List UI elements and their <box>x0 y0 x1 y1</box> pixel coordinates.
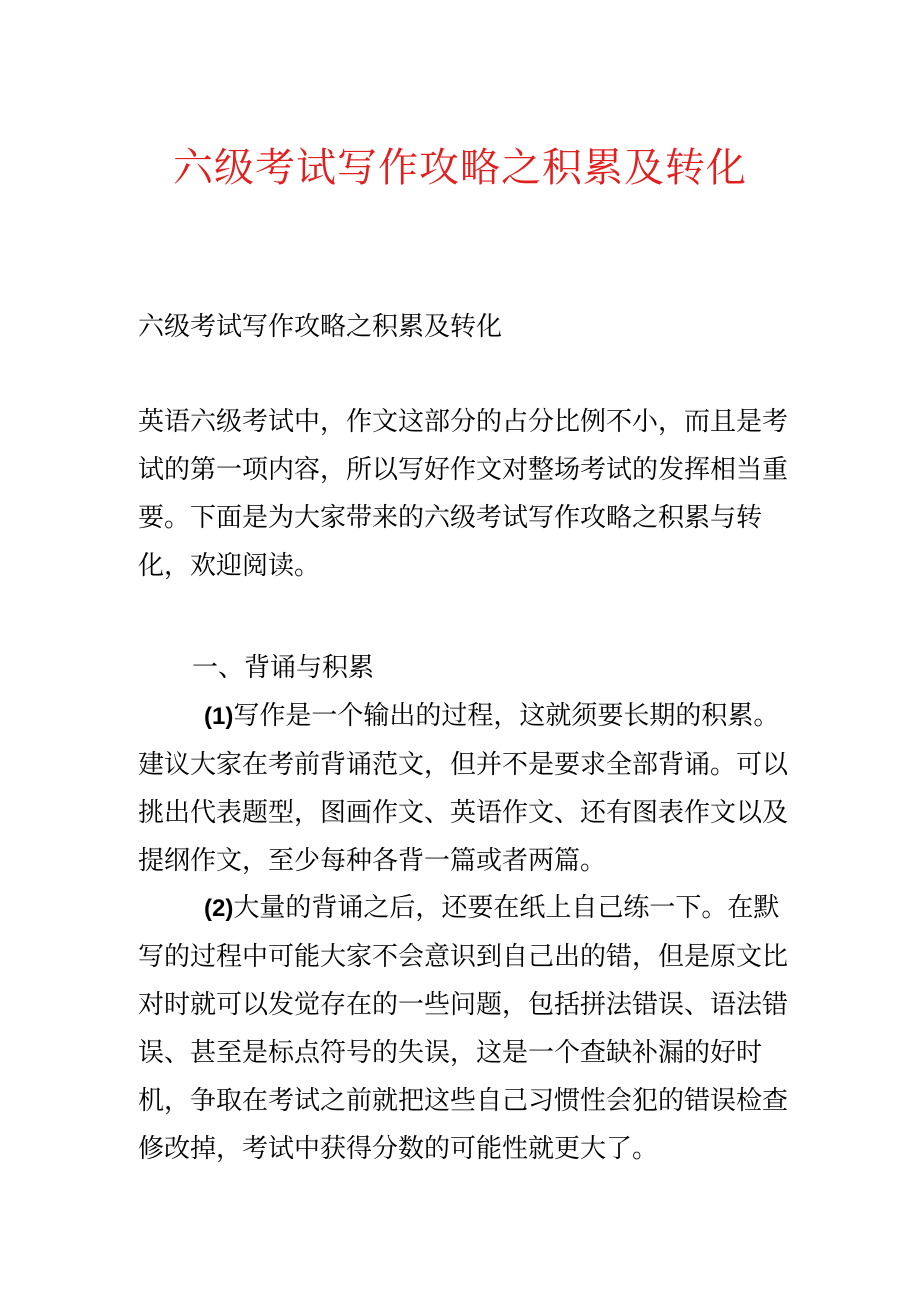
document-subtitle: 六级考试写作攻略之积累及转化 <box>138 312 503 342</box>
point-text-1: 写作是一个输出的过程，这就须要长期的积累。建议大家在考前背诵范文，但并不是要求全部背诵。可以挑出代表题型，图画作文、英语作文、还有图表作文以及提纲作文，至少每种各背一篇或者两篇。 <box>138 701 789 876</box>
point-number-1: (1) <box>204 703 234 730</box>
point-paragraph-1 <box>138 692 798 885</box>
intro-paragraph: 英语六级考试中，作文这部分的占分比例不小，而且是考试的第一项内容，所以写好作文对整场考试的发挥相当重要。下面是为大家带来的六级考试写作攻略之积累与转化，欢迎阅读。 <box>138 407 789 581</box>
section-heading: 一、背诵与积累 <box>192 653 375 683</box>
document-title: 六级考试写作攻略之积累及转化 <box>173 145 747 191</box>
point-paragraph-2 <box>138 884 798 1173</box>
point-text-2: 大量的背诵之后，还要在纸上自己练一下。在默写的过程中可能大家不会意识到自己出的错，但是原文比对时就可以发觉存在的一些问题，包括拼法错误、语法错误、甚至是标点符号的失误，这是一个查缺补漏的好时机，争取在考试之前就把这些自己习惯性会犯的错误检查修改掉，考试中获得分数的可能性就更大了。 <box>138 893 789 1164</box>
point-number-2: (2) <box>204 895 234 922</box>
